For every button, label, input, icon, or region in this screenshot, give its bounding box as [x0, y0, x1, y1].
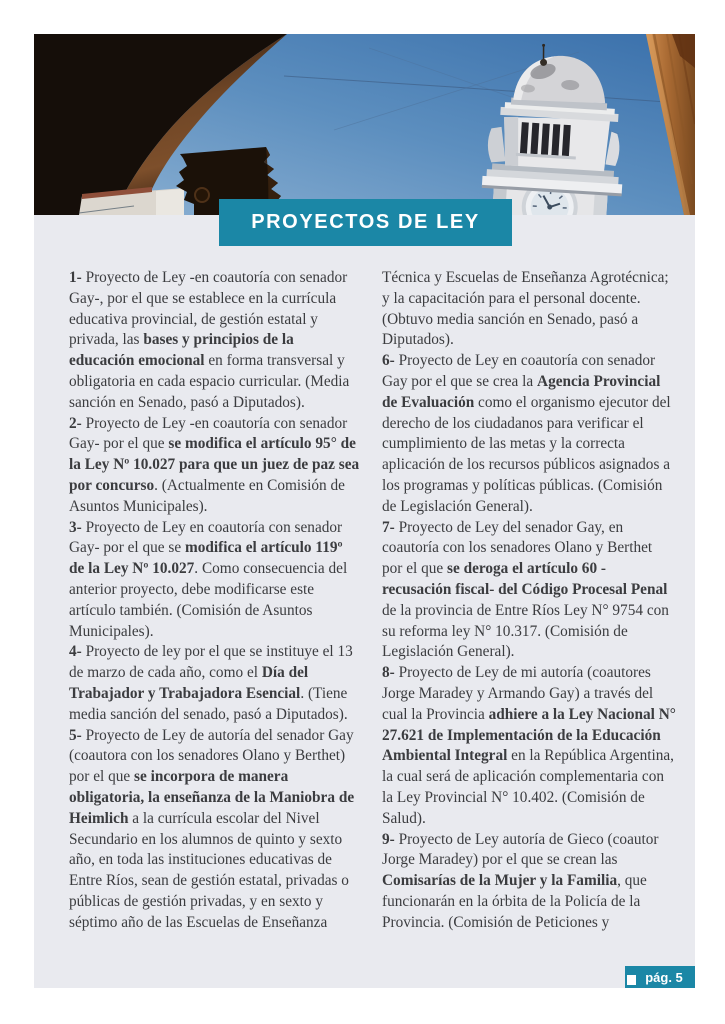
page-number-label: pág. 5: [645, 969, 683, 985]
law-item: 8- Proyecto de Ley de mi autoría (coautores Jorge Maradey y Armando Gay) a través del cual la Provincia adhiere a la Ley Nacional N° 27.621 de Implementación de la Educación Ambiental Integral en la República Argentina, la cual será de aplicación complementaria con la Ley Provincial N° 10.402. (Comisión de Salud).: [382, 664, 676, 827]
column-ornament: [195, 188, 209, 202]
text-column-right: [382, 268, 676, 934]
section-title: PROYECTOS DE LEY: [251, 211, 480, 233]
text-column-left: [69, 268, 360, 934]
law-item: 4- Proyecto de ley por el que se instituye el 13 de marzo de cada año, como el Día del Trabajador y Trabajadora Esencial. (Tiene media sanción del senado, pasó a Diputados).: [69, 643, 353, 723]
law-item: 3- Proyecto de Ley en coautoría con senador Gay- por el que se modifica el artículo 119º de la Ley Nº 10.027. Como consecuencia del anterior proyecto, debe modificarse este artículo también. (Comisión de Asuntos Municipales).: [69, 518, 348, 640]
header-photo: [34, 34, 695, 215]
law-item: 2- Proyecto de Ley -en coautoría con senador Gay- por el que se modifica el artículo 95° de la Ley Nº 10.027 para que un juez de paz sea por concurso. (Actualmente en Comisión de Asuntos Municipales).: [69, 414, 360, 515]
law-item: 9- Proyecto de Ley autoría de Gieco (coautor Jorge Maradey) por el que se crean las Comisarías de la Mujer y la Familia, que funcionarán en la órbita de la Policía de la Provincia. (Comisión de Peticiones y: [382, 830, 659, 931]
header-photo-illustration: [34, 34, 695, 215]
badge-notch-decoration: [627, 975, 636, 985]
two-column-text: [69, 268, 676, 934]
white-building-face: [156, 189, 184, 215]
law-item: 5- Proyecto de Ley de autoría del senador Gay (coautora con los senadores Olano y Berthet) por el que se incorpora de manera obligatoria, la enseñanza de la Maniobra de Heimlich a la currícula escolar del Nivel Secundario en los alumnos de quinto y sexto año, en toda las instituciones educativas de Entre Ríos, sean de gestión estatal, privadas o públicas de gestión privadas, y en sexto y séptimo año de las Escuelas de Enseñanza: [69, 726, 355, 931]
law-item: 1- Proyecto de Ley -en coautoría con senador Gay-, por el que se establece en la currícula educativa provincial, de gestión estatal y privada, las bases y principios de la educación emocional en forma transversal y obligatoria en cada espacio curricular. (Media sanción en Senado, pasó a Diputados).: [69, 269, 350, 411]
content-area: [34, 215, 695, 988]
section-title-banner: [219, 199, 512, 246]
law-item: 6- Proyecto de Ley en coautoría con senador Gay por el que se crea la Agencia Provincial de Evaluación como el organismo ejecutor del derecho de los ciudadanos para verificar el cumplimiento de las metas y la correcta aplicación de los recursos públicos asignados a los programas y políticas públicas. (Comisión de Legislación General).: [382, 352, 671, 515]
law-item: Técnica y Escuelas de Enseñanza Agrotécnica; y la capacitación para el personal docente. (Obtuvo media sanción en Senado, pasó a Diputados).: [382, 269, 669, 349]
law-item: 7- Proyecto de Ley del senador Gay, en coautoría con los senadores Olano y Berthet por el que se deroga el artículo 60 - recusación fiscal- del Código Procesal Penal de la provincia de Entre Ríos Ley N° 9754 con su reforma ley N° 10.317. (Comisión de Legislación General).: [382, 518, 669, 661]
page-number-badge: [625, 966, 695, 988]
